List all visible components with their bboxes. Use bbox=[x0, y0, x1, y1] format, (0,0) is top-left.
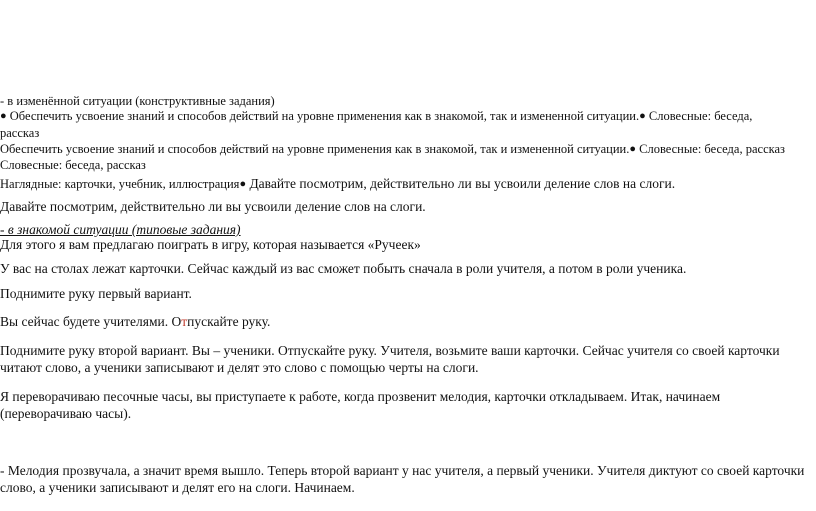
section-heading: - в знакомой ситуации (типовые задания) bbox=[0, 222, 241, 237]
text-line: Для этого я вам предлагаю поиграть в игру, которая называется «Ручеек» bbox=[0, 237, 421, 252]
text-line: ● Обеспечить усвоение знаний и способов действий на уровне применения как в знакомой, так и измененной ситуации.● Словесные: беседа, bbox=[0, 109, 753, 123]
text-line: (переворачиваю часы). bbox=[0, 406, 132, 421]
text-line: Давайте посмотрим, действительно ли вы усвоили деление слов на слоги. bbox=[0, 199, 426, 214]
text-line: Вы сейчас будете учителями. Отпускайте руку. bbox=[0, 314, 271, 329]
text-line: - Мелодия прозвучала, а значит время вышло. Теперь второй вариант у нас учителя, а первый ученики. Учителя диктуют со своей карточки bbox=[0, 463, 805, 478]
bullet-icon: ● bbox=[0, 110, 7, 122]
text-line: Словесные: беседа, рассказ bbox=[0, 158, 146, 172]
bullet-icon: ● bbox=[639, 110, 646, 122]
text-line: Поднимите руку первый вариант. bbox=[0, 286, 192, 301]
bullet-icon: ● bbox=[239, 178, 247, 190]
text-line: Наглядные: карточки, учебник, иллюстрация● Давайте посмотрим, действительно ли вы усвоили деление слов на слоги. bbox=[0, 176, 676, 191]
text-line: рассказ bbox=[0, 126, 40, 140]
text-line: Я переворачиваю песочные часы, вы приступаете к работе, когда прозвенит мелодия, карточки откладываем. Итак, начинаем bbox=[0, 389, 721, 404]
text-line: слово, а ученики записывают и делят его на слоги. Начинаем. bbox=[0, 480, 355, 495]
text-line: читают слово, а ученики записывают и делят это слово с помощью черты на слоги. bbox=[0, 360, 479, 375]
text-line: - в изменённой ситуации (конструктивные задания) bbox=[0, 94, 275, 108]
text-line: Обеспечить усвоение знаний и способов действий на уровне применения как в знакомой, так и измененной ситуации.● Словесные: беседа, рассказ bbox=[0, 142, 785, 156]
text-line: Поднимите руку второй вариант. Вы – ученики. Отпускайте руку. Учителя, возьмите ваши карточки. Сейчас учителя со своей карточки bbox=[0, 343, 780, 358]
text-line: У вас на столах лежат карточки. Сейчас каждый из вас сможет побыть сначала в роли учителя, а потом в роли ученика. bbox=[0, 261, 687, 276]
bullet-icon: ● bbox=[629, 143, 636, 155]
